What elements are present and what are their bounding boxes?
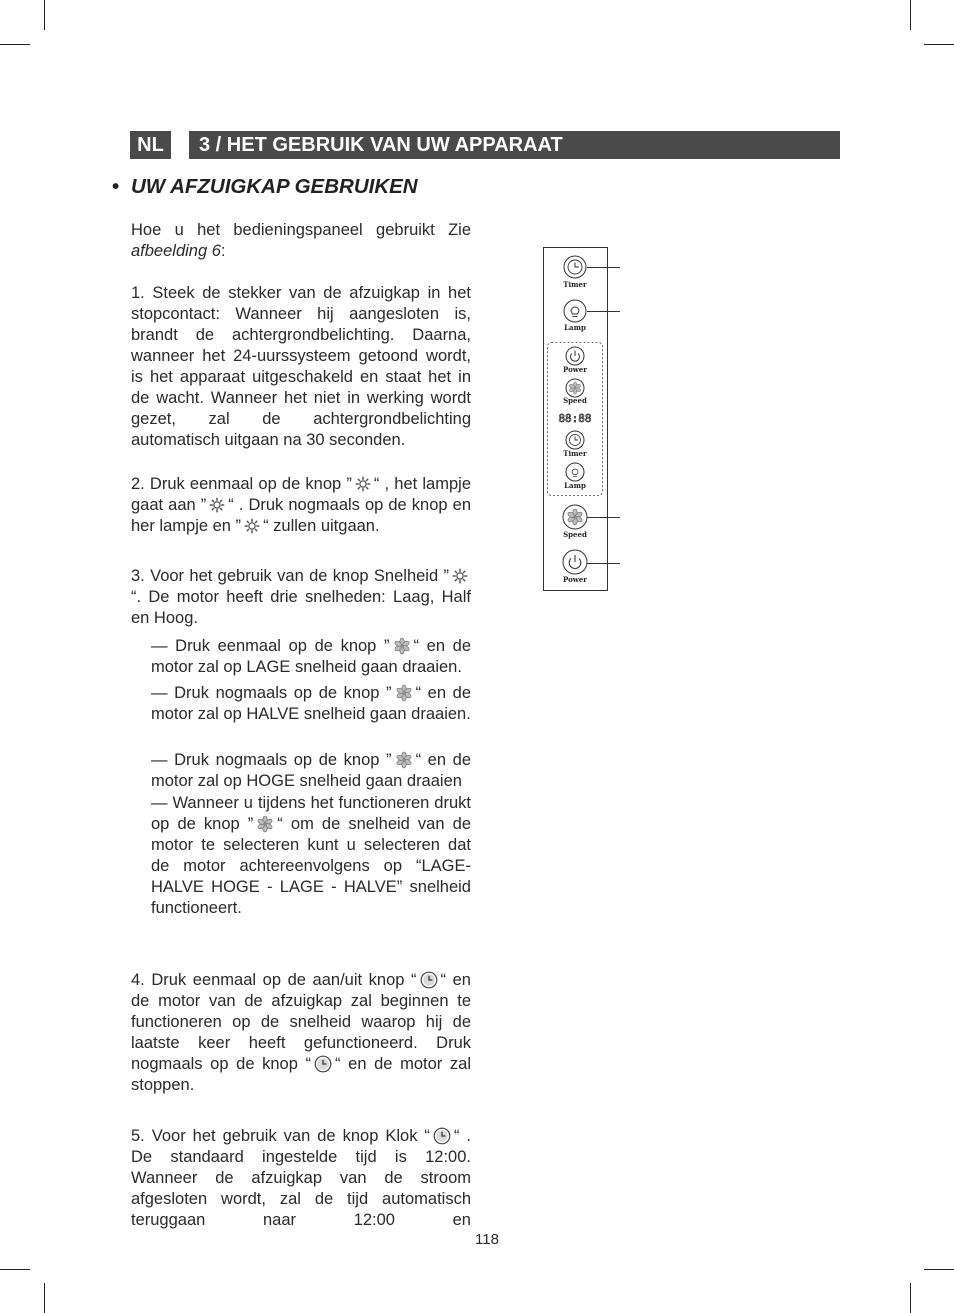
section-heading [112,174,418,200]
step-1-paragraph: 1. Steek de stekker van de afzuigkap in het stopcontact: Wanneer hij aangesloten is, brandt de achtergrondbelichting. Daarna, wanneer het 24-uurssysteem getoond wordt, is het apparaat uitgeschakeld en staat het in de wacht. Wanneer het niet in werking wordt gezet, zal de achtergrondbelichting automatisch uitgaan na 30 seconden. [131,284,471,449]
step-4-paragraph [131,970,471,1096]
step-3-paragraph [131,566,471,629]
step-2-text: “ . Druk nogmaals op de knop en her lampje en ” [131,496,471,535]
fan-icon [256,815,274,833]
speed-step-text: “ en de motor zal op HOGE snelheid gaan draaien [151,751,471,790]
intro-text: Hoe u het bedieningspaneel gebruikt Zie [131,221,471,239]
section-title: UW AFZUIGKAP GEBRUIKEN [131,175,418,198]
crop-mark [924,1269,954,1270]
speed-step-half [151,683,471,725]
chapter-title: 3 / HET GEBRUIK VAN UW APPARAAT [199,134,563,156]
crop-mark [44,1283,45,1313]
timer-button-inner [566,431,584,449]
timer-button [564,256,586,278]
lamp-icon [355,476,371,492]
step-5-paragraph [131,1126,471,1231]
speed-step-low [151,636,471,678]
clock-icon [570,435,581,446]
step-4-text: “ en de motor van de afzuigkap zal beginnen te functioneren op de snelheid waarop hij de laatste keer heeft gefunctioneerd. Druk nogmaals op de knop “ [131,971,471,1073]
crop-mark [0,44,30,45]
control-panel-figure [540,244,625,594]
speed-button-inner [566,379,584,397]
intro-paragraph [131,220,471,262]
step-4-text: 4. Druk eenmaal op de aan/uit knop “ [131,971,417,989]
fan-icon [395,684,413,702]
power-label: Power [563,365,587,374]
speed-label: Speed [563,396,587,405]
clock-icon [314,1055,332,1073]
crop-mark [910,0,911,30]
step-2-text: “ zullen uitgaan. [263,517,380,535]
speed-step-cycle [151,793,471,919]
language-badge: NL [130,131,171,159]
chapter-title-bar [189,131,840,159]
lamp-label: Lamp [564,481,586,490]
crop-mark [44,0,45,30]
step-3-text: “. De motor heeft drie snelheden: Laag, Half en Hoog. [131,588,471,627]
fan-icon [393,637,411,655]
lamp-button [564,300,586,322]
power-button [563,550,587,574]
step-2-text: 2. Druk eenmaal op de knop ” [131,475,352,493]
timer-label: Timer [563,449,587,458]
speed-step-text: — Druk eenmaal op de knop ” [151,637,390,655]
page-number: 118 [475,1231,499,1248]
speed-step-text: “ om de snelheid van de motor te selecteren kunt u selecteren dat de motor achtereenvolgens op “LAGE-HALVE HOGE - LAGE - HALVE” snelheid functioneert. [151,815,471,917]
step-4-text: “ en de motor zal stoppen. [131,1055,471,1094]
speed-step-text: “ en de motor zal op LAGE snelheid gaan draaien. [151,637,471,676]
lamp-label: Lamp [564,323,586,332]
speed-step-text: “ en de motor zal op HALVE snelheid gaan draaien. [151,684,471,723]
timer-label: Timer [563,280,587,289]
speed-step-text: — Wanneer u tijdens het functioneren drukt op de knop ” [151,794,471,833]
lamp-icon [452,568,468,584]
intro-end: : [220,242,226,260]
lamp-icon [209,497,225,513]
speed-step-text: — Druk nogmaals op de knop ” [151,751,392,769]
speed-label: Speed [563,530,587,539]
step-2-paragraph [131,474,471,537]
figure-reference: afbeelding 6 [131,242,221,260]
lamp-button-inner [566,463,584,481]
fan-icon [395,751,413,769]
clock-display: 88:88 [558,412,592,425]
crop-mark [924,44,954,45]
crop-mark [0,1269,30,1270]
section-bullet: • [112,175,120,198]
clock-icon [433,1127,451,1145]
step-5-text: 5. Voor het gebruik van de knop Klok “ [131,1127,430,1145]
clock-icon [420,971,438,989]
lamp-icon [244,518,260,534]
clock-icon [568,260,582,274]
speed-button [563,505,587,529]
step-2-text: “ , het lampje gaat aan ” [131,475,471,514]
crop-mark [910,1283,911,1313]
step-5-text: “ . De standaard ingestelde tijd is 12:00. Wanneer de afzuigkap van de stroom afgesloten wordt, zal de tijd automatisch teruggaan naar 12:00 en [131,1127,471,1229]
speed-step-text: — Druk nogmaals op de knop ” [151,684,392,702]
step-3-text: 3. Voor het gebruik van de knop Snelheid ” [131,567,449,585]
power-label: Power [563,575,587,584]
speed-step-high [151,750,471,792]
power-button-inner [566,347,584,365]
